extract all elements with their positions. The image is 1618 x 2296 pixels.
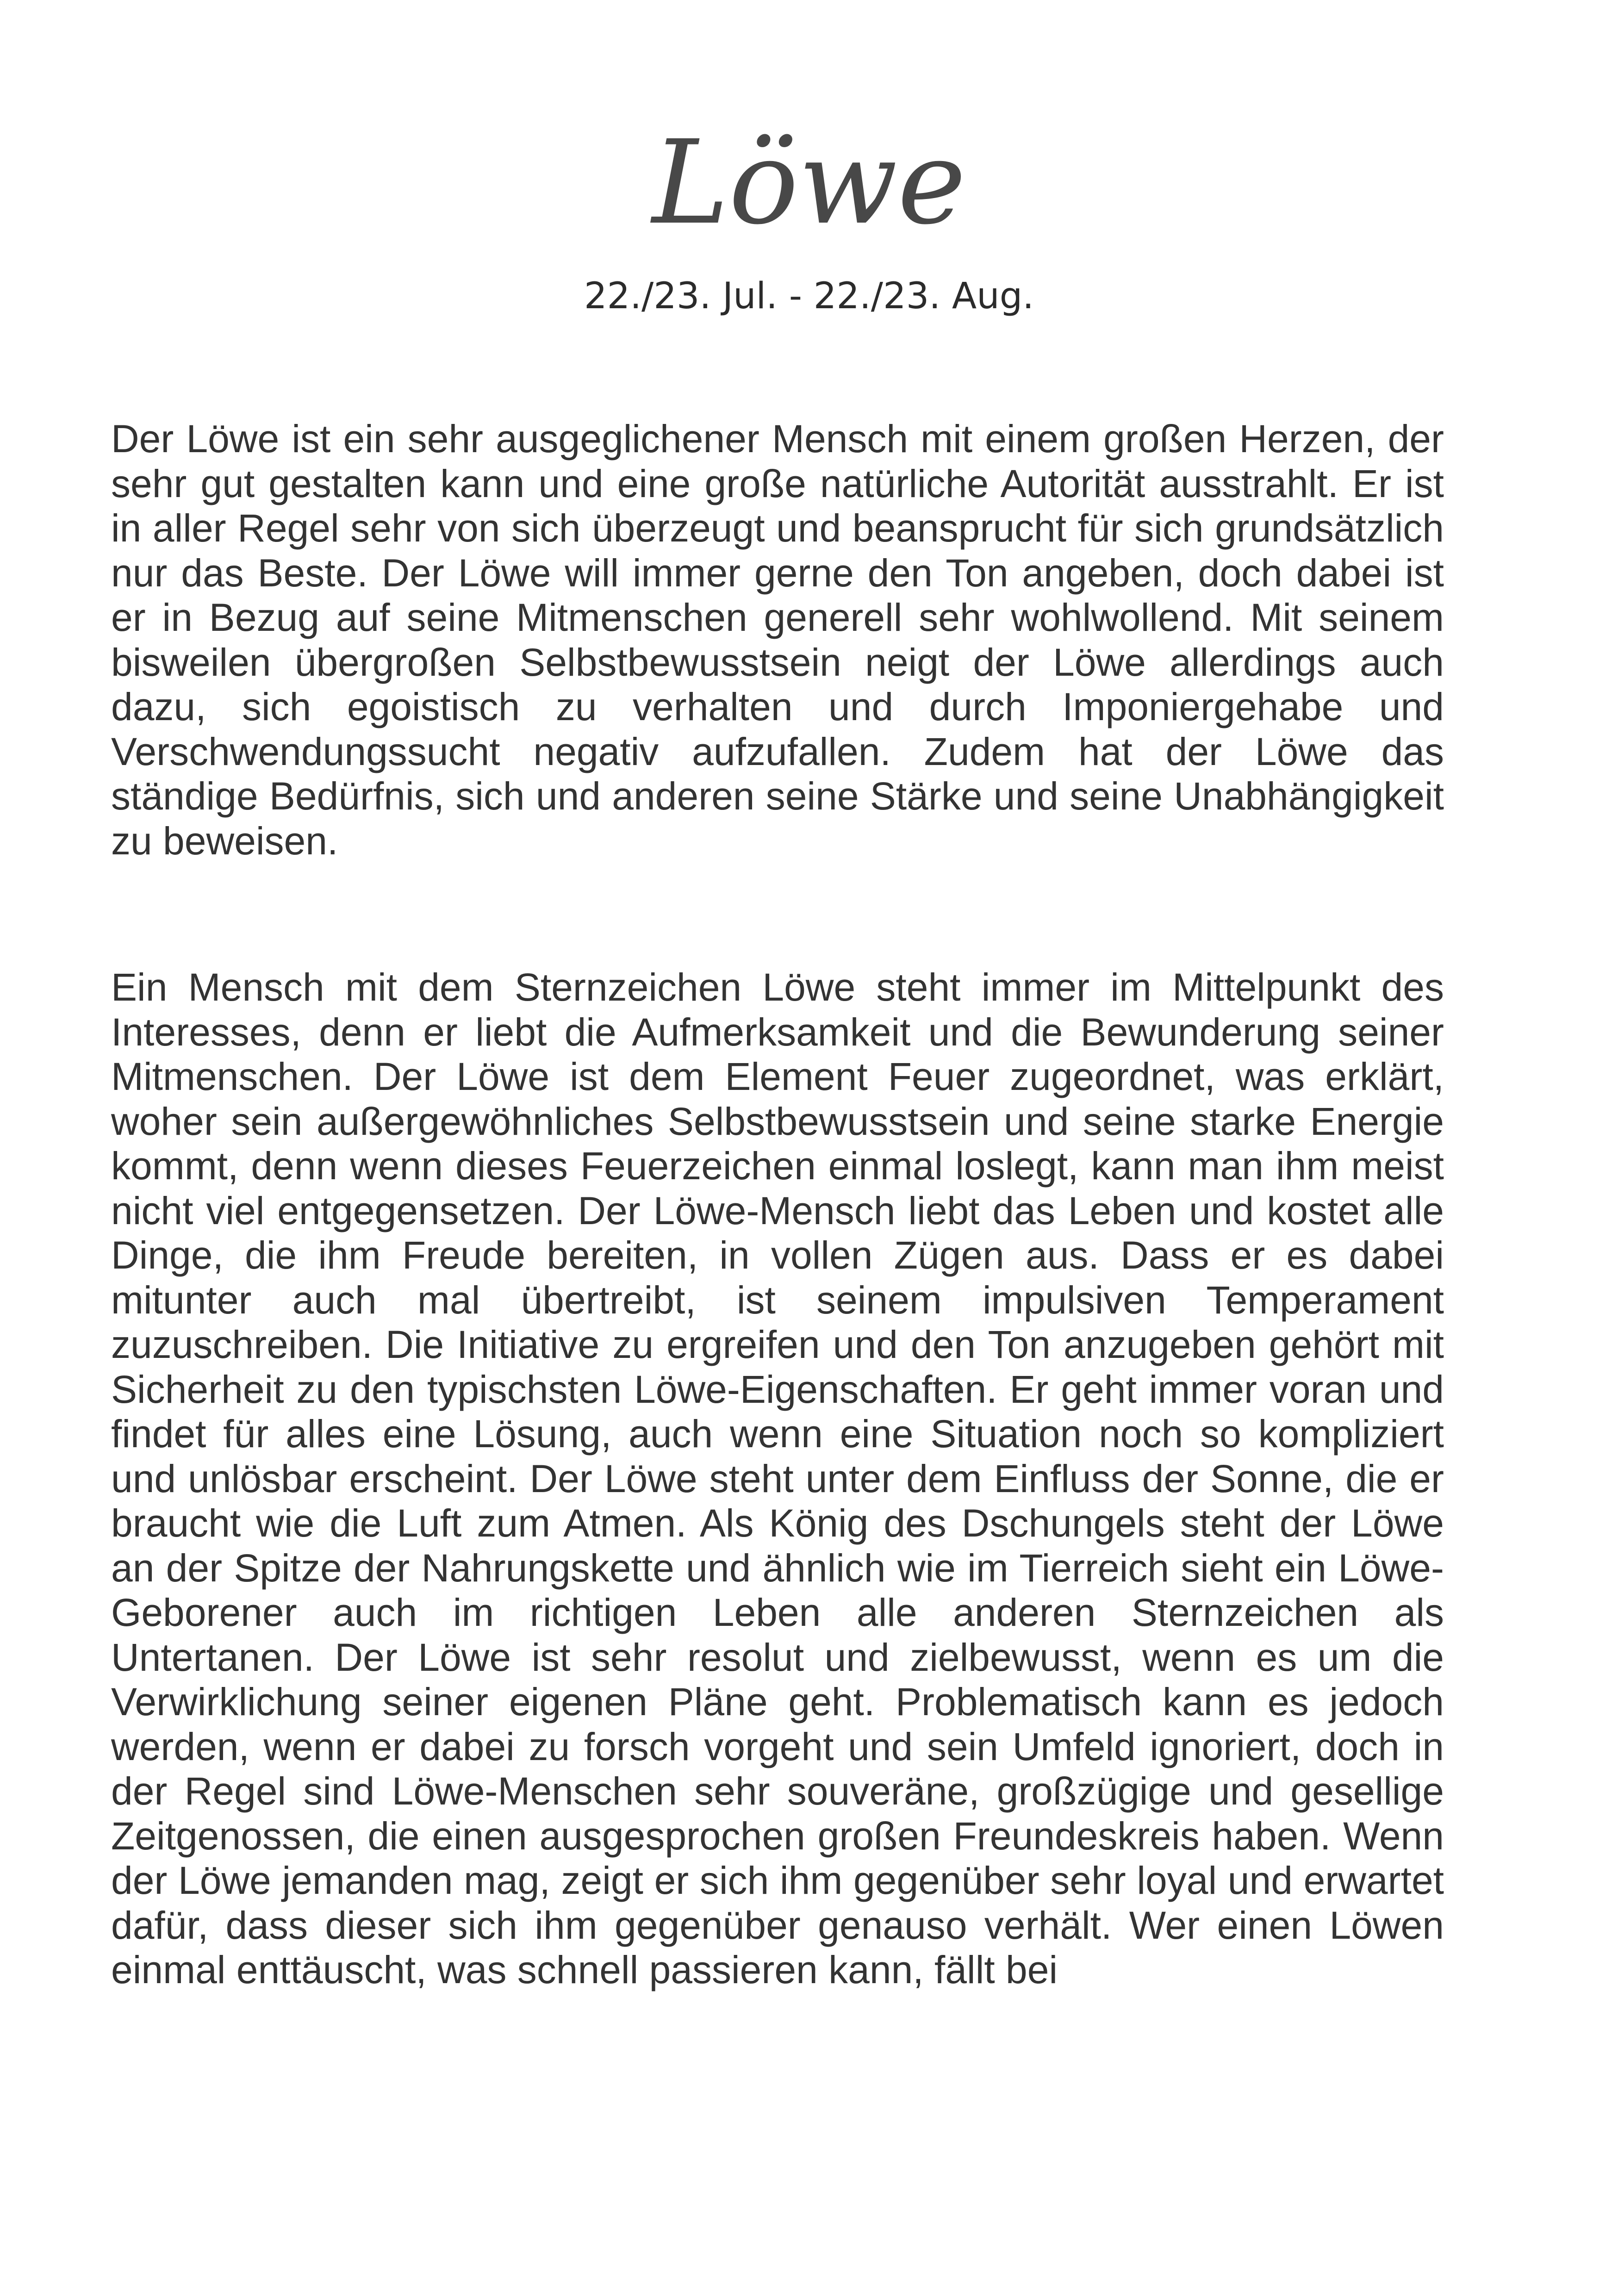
paragraph-1: Der Löwe ist ein sehr ausgeglichener Mensch mit einem großen Herzen, der sehr gut gestalten kann und eine große natürliche Autorität ausstrahlt. Er ist in aller Regel sehr von sich überzeugt und beansprucht für sich grundsätzlich nur das Beste. Der Löwe will immer gerne den Ton angeben, doch dabei ist er in Bezug auf seine Mitmenschen generell sehr wohlwollend. Mit seinem bisweilen übergroßen Selbstbewusstsein neigt der Löwe allerdings auch dazu, sich egoistisch zu verhalten und durch Imponiergehabe und Verschwendungssucht negativ aufzufallen. Zudem hat der Löwe das ständige Bedürfnis, sich und anderen seine Stärke und seine Unabhängigkeit zu beweisen. xyxy=(111,417,1444,863)
date-range: 22./23. Jul. - 22./23. Aug. xyxy=(584,275,1034,317)
page-title: Löwe xyxy=(652,115,966,250)
paragraph-2: Ein Mensch mit dem Sternzeichen Löwe steht immer im Mittelpunkt des Interesses, denn er liebt die Aufmerksamkeit und die Bewunderung seiner Mitmenschen. Der Löwe ist dem Element Feuer zugeordnet, was erklärt, woher sein außergewöhnliches Selbstbewusstsein und seine starke Energie kommt, denn wenn dieses Feuerzeichen einmal loslegt, kann man ihm meist nicht viel entgegensetzen. Der Löwe-Mensch liebt das Leben und kostet alle Dinge, die ihm Freude bereiten, in vollen Zügen aus. Dass er es dabei mitunter auch mal übertreibt, ist seinem impulsiven Temperament zuzuschreiben. Die Initiative zu ergreifen und den Ton anzugeben gehört mit Sicherheit zu den typischsten Löwe-Eigenschaften. Er geht immer voran und findet für alles eine Lösung, auch wenn eine Situation noch so kompliziert und unlösbar erscheint. Der Löwe steht unter dem Einfluss der Sonne, die er braucht wie die Luft zum Atmen. Als König des Dschungels steht der Löwe an der Spitze der Nahrungskette und ähnlich wie im Tierreich sieht ein Löwe-Geborener auch im richtigen Leben alle anderen Sternzeichen als Untertanen. Der Löwe ist sehr resolut und zielbewusst, wenn es um die Verwirklichung seiner eigenen Pläne geht. Problematisch kann es jedoch werden, wenn er dabei zu forsch vorgeht und sein Umfeld ignoriert, doch in der Regel sind Löwe-Menschen sehr souveräne, großzügige und gesellige Zeitgenossen, die einen ausgesprochen großen Freundeskreis haben. Wenn der Löwe jemanden mag, zeigt er sich ihm gegenüber sehr loyal und erwartet dafür, dass dieser sich ihm gegenüber genauso verhält. Wer einen Löwen einmal enttäuscht, was schnell passieren kann, fällt bei xyxy=(111,965,1444,1991)
